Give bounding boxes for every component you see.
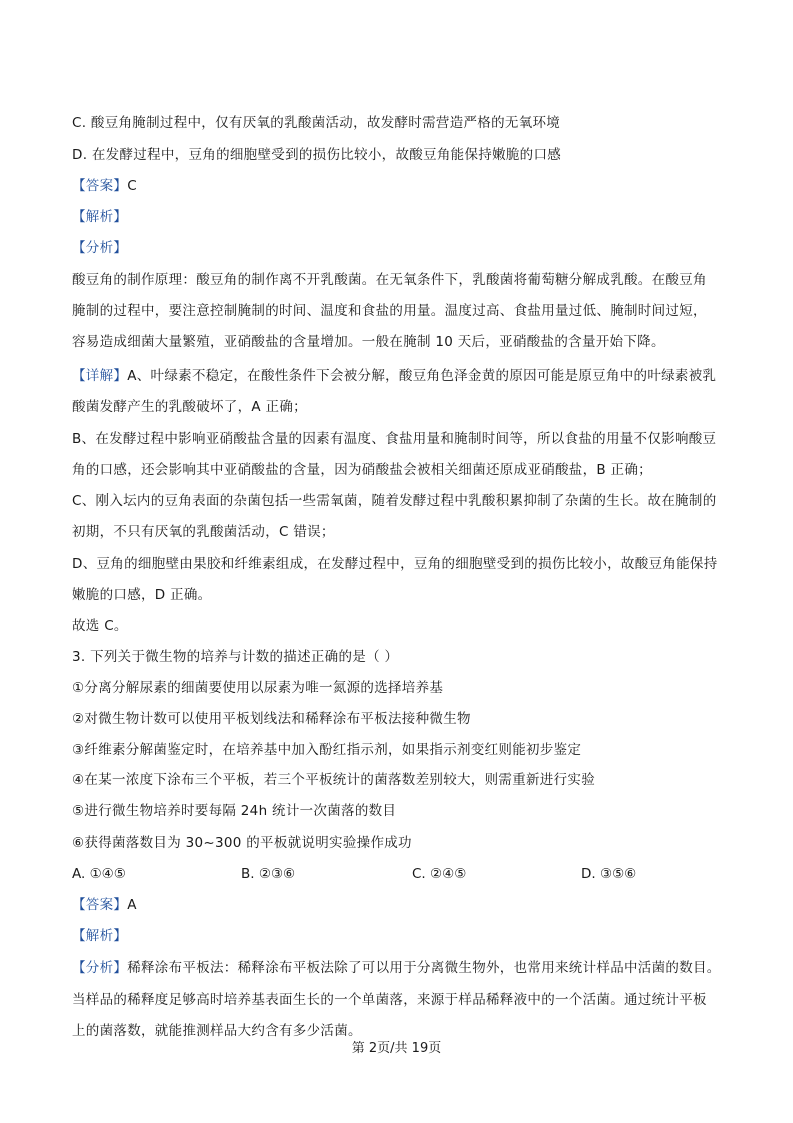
section-tag: 【详解】: [72, 368, 128, 384]
line-analysis2-2: [72, 990, 707, 1010]
line-fenxi-1: [72, 238, 127, 258]
line-opt-c-prev: [72, 113, 560, 133]
line-text: B、在发酵过程中影响亚硝酸盐含量的因素有温度、食盐用量和腌制时间等，所以食盐的用量不仅影响酸豆: [72, 431, 717, 447]
line-text: 酸豆角的制作原理：酸豆角的制作离不开乳酸菌。在无氧条件下，乳酸菌将葡萄糖分解成乳酸。在酸豆角: [72, 272, 707, 288]
line-choose-1: [72, 616, 128, 636]
line-q3-s1: [72, 678, 443, 698]
line-text: 腌制的过程中，要注意控制腌制的时间、温度和食盐的用量。温度过高、食盐用量过低、腌制时间过短，: [72, 303, 707, 319]
line-q3-stem: [72, 647, 398, 667]
section-tag: 【答案】: [72, 178, 128, 194]
line-text: D、豆角的细胞壁由果胶和纤维素组成，在发酵过程中，豆角的细胞壁受到的损伤比较小，故酸豆角能保持: [72, 556, 718, 572]
line-text: ①分离分解尿素的细菌要使用以尿素为唯一氮源的选择培养基: [72, 680, 444, 696]
line-text: 初期，不只有厌氧的乳酸菌活动，C 错误；: [72, 524, 335, 540]
line-detail-2: [72, 397, 307, 417]
line-answer-1: [72, 176, 137, 196]
page-footer: 第 2页/共 19页: [351, 1041, 442, 1056]
line-text: 容易造成细菌大量繁殖，亚硝酸盐的含量增加。一般在腌制 10 天后，亚硝酸盐的含量开始下降。: [72, 334, 665, 350]
line-detail-5: [72, 491, 717, 511]
line-text: 故选 C。: [72, 618, 128, 634]
line-text: 酸菌发酵产生的乳酸破坏了，A 正确；: [72, 399, 307, 415]
line-detail-6: [72, 522, 335, 542]
q3-opt-a: A. ①④⑤: [72, 866, 126, 882]
line-text: ③纤维素分解菌鉴定时，在培养基中加入酚红指示剂，如果指示剂变红则能初步鉴定: [72, 742, 582, 758]
line-detail-3: [72, 429, 716, 449]
line-answer-2: [72, 895, 137, 915]
section-tag: 【解析】: [72, 928, 128, 944]
line-jiexi-2: [72, 926, 127, 946]
line-jiexi-1: [72, 207, 127, 227]
q3-opt-d: D. ③⑤⑥: [581, 866, 637, 882]
section-tag: 【答案】: [72, 897, 128, 913]
line-q3-s4: [72, 770, 595, 790]
line-detail-8: [72, 585, 212, 605]
line-q3-s5: [72, 801, 396, 821]
line-text: A、叶绿素不稳定，在酸性条件下会被分解，酸豆角色泽金黄的原因可能是原豆角中的叶绿素被乳: [127, 368, 717, 384]
section-tag: 【分析】: [72, 960, 128, 976]
line-text: 当样品的稀释度足够高时培养基表面生长的一个单菌落，来源于样品稀释液中的一个活菌。通过统计平板: [72, 992, 707, 1008]
line-q3-s6: [72, 833, 412, 853]
section-tag: 【解析】: [72, 209, 128, 225]
line-text: 嫩脆的口感，D 正确。: [72, 587, 212, 603]
line-text: ②对微生物计数可以使用平板划线法和稀释涂布平板法接种微生物: [72, 711, 471, 727]
line-text: 上的菌落数，就能推测样品大约含有多少活菌。: [72, 1023, 362, 1039]
line-analysis2-3: [72, 1021, 362, 1041]
line-text: 角的口感，还会影响其中亚硝酸盐的含量，因为硝酸盐会被相关细菌还原成亚硝酸盐，B 正确；: [72, 462, 652, 478]
line-text: ⑤进行微生物培养时要每隔 24h 统计一次菌落的数目: [72, 803, 397, 819]
line-q3-s3: [72, 740, 581, 760]
line-q3-s2: [72, 709, 471, 729]
line-detail-4: [72, 460, 652, 480]
line-text: A: [127, 897, 137, 913]
line-text: 稀释涂布平板法：稀释涂布平板法除了可以用于分离微生物外，也常用来统计样品中活菌的数目。: [127, 960, 721, 976]
line-detail-1: [72, 366, 716, 386]
line-text: D. 在发酵过程中，豆角的细胞壁受到的损伤比较小，故酸豆角能保持嫩脆的口感: [72, 147, 562, 163]
line-text: C、刚入坛内的豆角表面的杂菌包括一些需氧菌，随着发酵过程中乳酸积累抑制了杂菌的生长。故在腌制的: [72, 493, 717, 509]
line-text: ⑥获得菌落数目为 30~300 的平板就说明实验操作成功: [72, 835, 412, 851]
q3-opt-c: C. ②④⑤: [412, 866, 467, 882]
line-fenxi-2: [72, 958, 721, 978]
line-opt-d-prev: [72, 145, 561, 165]
line-detail-7: [72, 554, 718, 574]
line-text: C: [127, 178, 137, 194]
q3-opt-b: B. ②③⑥: [241, 866, 296, 882]
line-text: ④在某一浓度下涂布三个平板，若三个平板统计的菌落数差别较大，则需重新进行实验: [72, 772, 596, 788]
line-analysis-1: [72, 270, 707, 290]
line-text: 3. 下列关于微生物的培养与计数的描述正确的是（ ）: [72, 649, 399, 665]
line-analysis-3: [72, 332, 665, 352]
section-tag: 【分析】: [72, 240, 128, 256]
line-analysis-2: [72, 301, 707, 321]
line-text: C. 酸豆角腌制过程中，仅有厌氧的乳酸菌活动，故发酵时需营造严格的无氧环境: [72, 115, 561, 131]
